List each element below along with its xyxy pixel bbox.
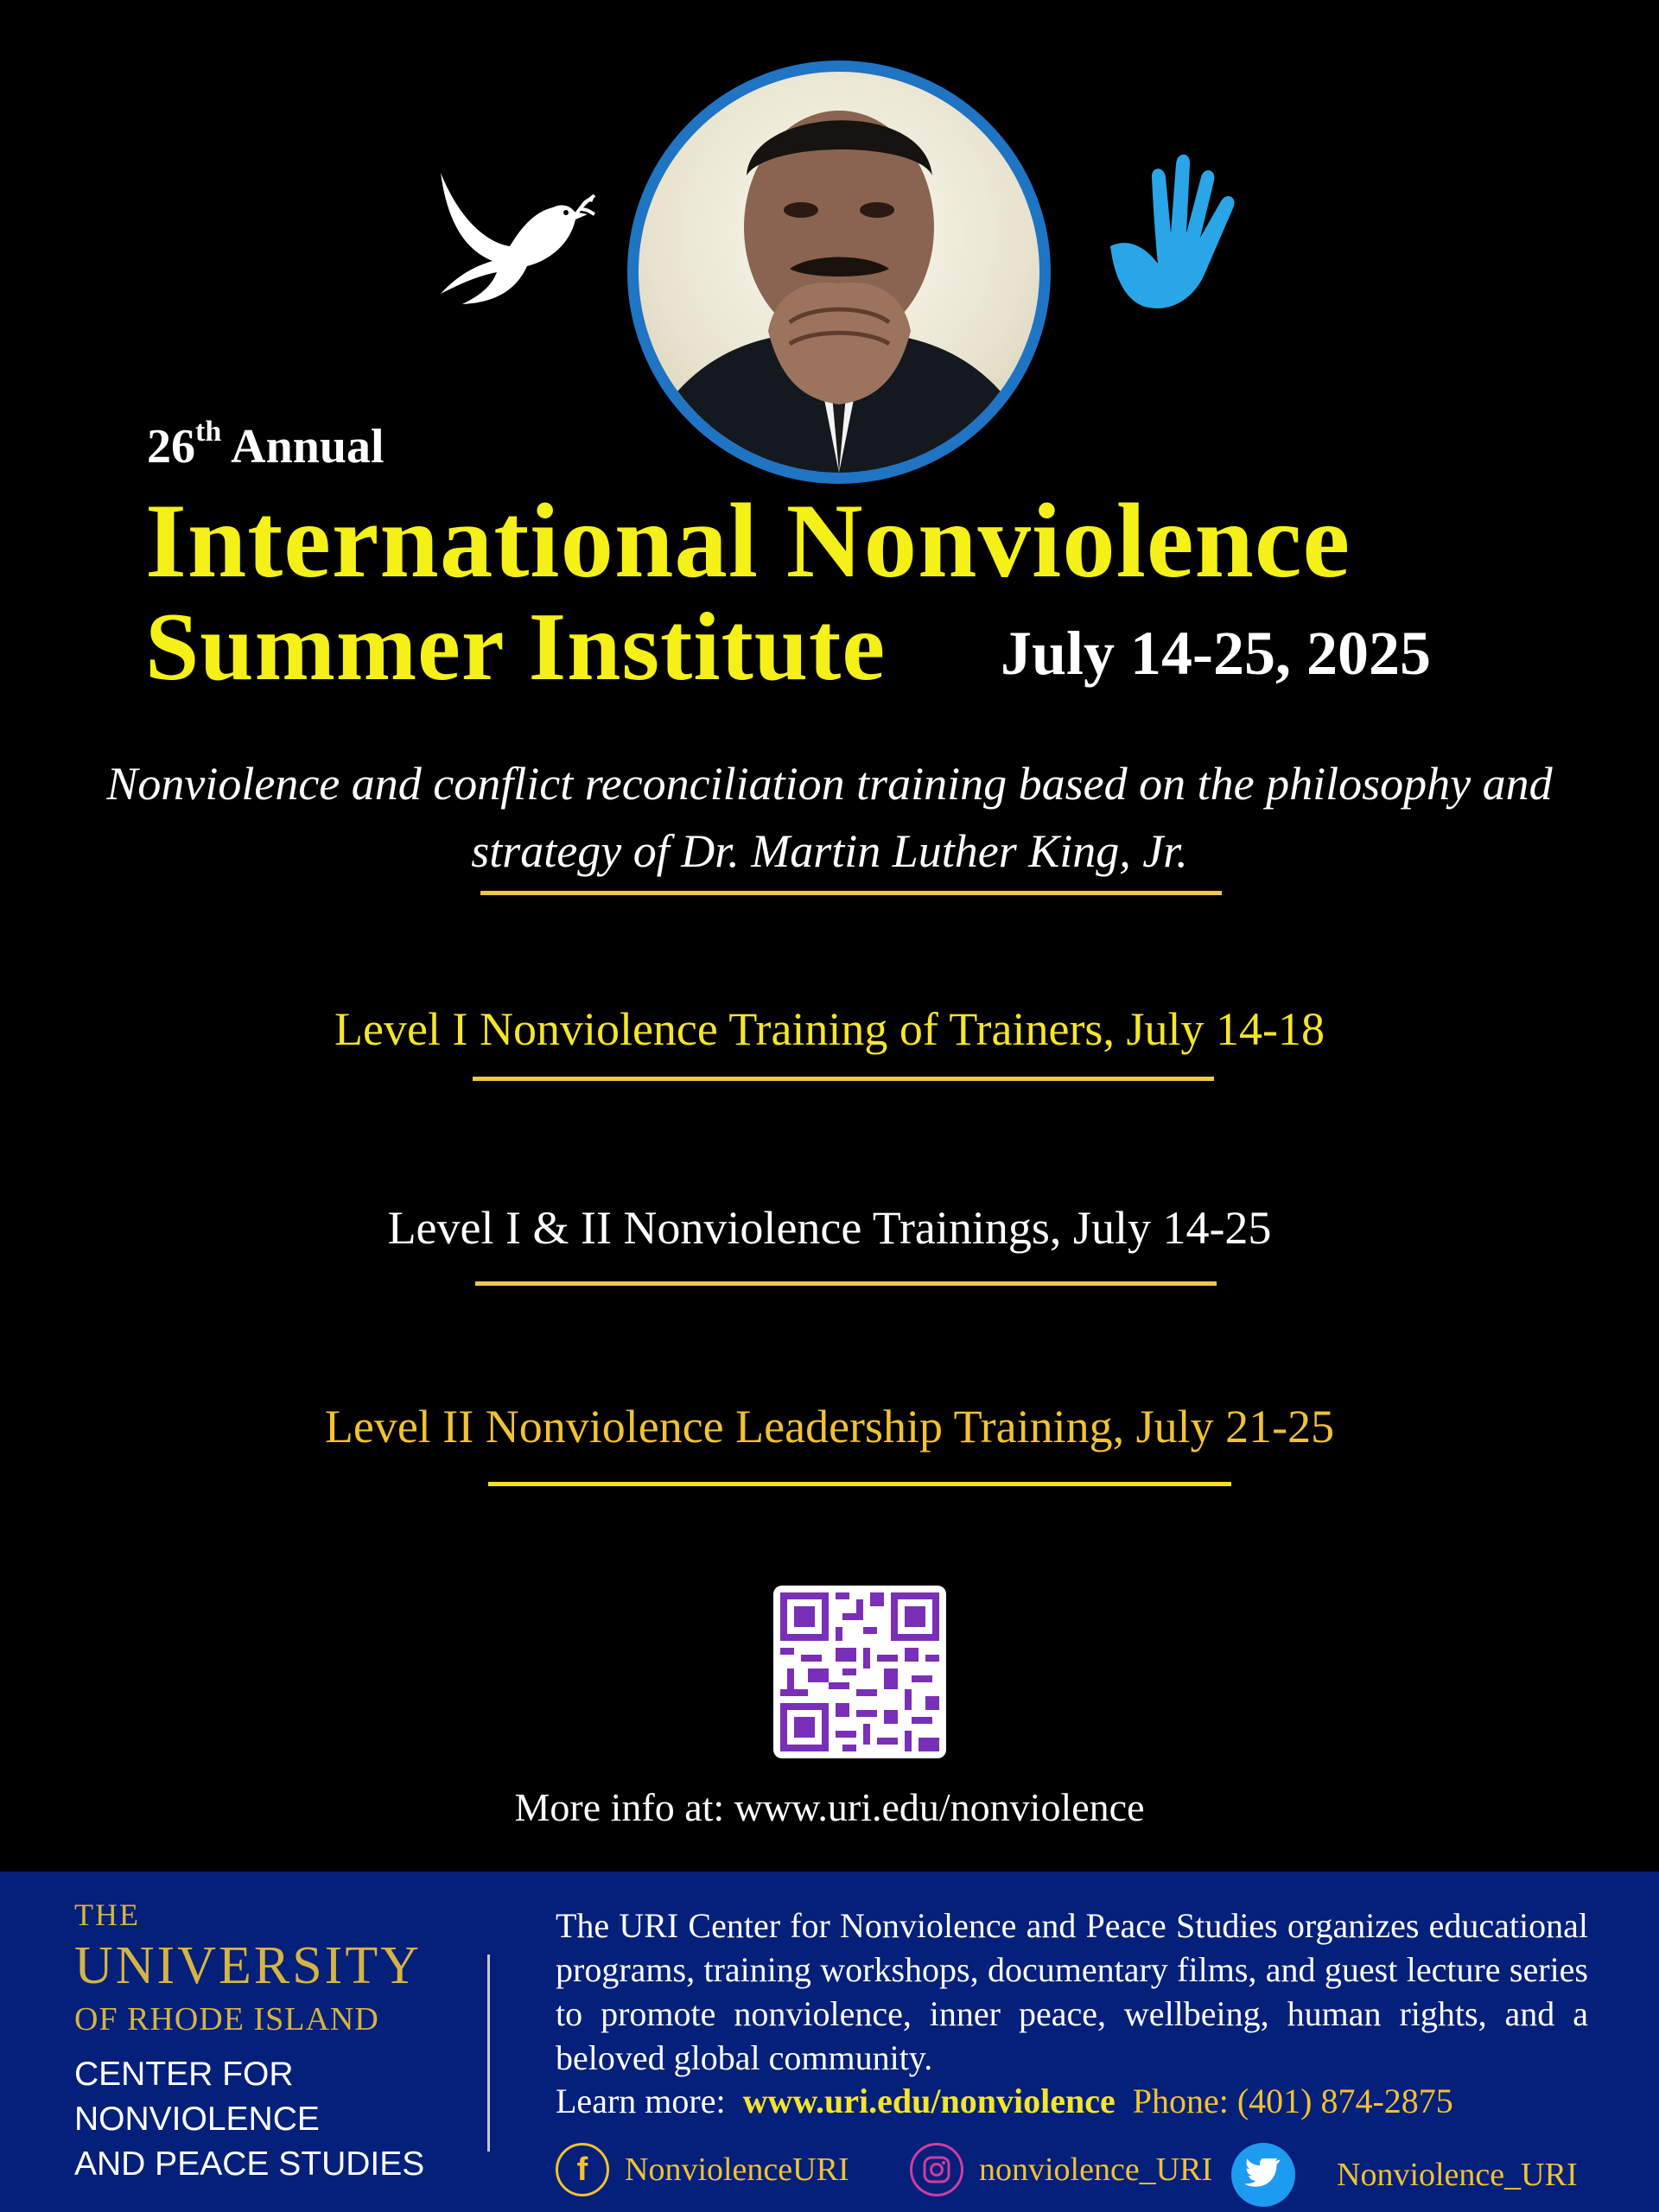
about-text: The URI Center for Nonviolence and Peace Studies organizes educational programs, training workshops, documentary films, and guest lecture series to promote nonviolence, inner peace, wellbeing, human rights, and a beloved global community.: [556, 1906, 1588, 2077]
twitter-link[interactable]: [1231, 2143, 1578, 2207]
divider-rule: [488, 1482, 1231, 1486]
event-dates: July 14-25, 2025: [1001, 619, 1432, 688]
logo-the: THE: [74, 1897, 140, 1932]
title-line-1: International Nonviolence: [145, 481, 1351, 600]
divider-rule: [475, 1281, 1217, 1286]
more-info-link[interactable]: More info at: www.uri.edu/nonviolence: [514, 1785, 1145, 1829]
instagram-icon: [910, 2143, 963, 2196]
edition-word: Annual: [231, 420, 385, 474]
qr-code[interactable]: [773, 1586, 946, 1758]
training-item: Level I Nonviolence Training of Trainers, July 14-18: [334, 1003, 1325, 1055]
logo-university: UNIVERSITY: [74, 1936, 422, 1995]
phone-number[interactable]: Phone: (401) 874-2875: [1132, 2082, 1453, 2120]
instagram-link[interactable]: [910, 2143, 1212, 2196]
tagline: Nonviolence and conflict reconciliation training based on the philosophy and strategy of Dr. Martin Luther King, Jr.: [106, 758, 1553, 877]
edition-label: [147, 416, 385, 474]
title-line-2: Summer Institute: [145, 594, 887, 701]
footer-divider: [487, 1955, 490, 2152]
facebook-link[interactable]: [556, 2143, 849, 2196]
learn-more-line: [556, 2081, 1453, 2121]
instagram-handle: nonviolence_URI: [979, 2152, 1213, 2188]
hand-icon: [1093, 151, 1253, 320]
edition-number: 26: [147, 420, 195, 474]
logo-rhode-island: OF RHODE ISLAND: [74, 2001, 379, 2037]
facebook-icon: f: [556, 2143, 609, 2196]
learn-more-label: Learn more:: [556, 2082, 726, 2120]
training-item: Level I & II Nonviolence Trainings, July 14-25: [387, 1202, 1272, 1254]
facebook-handle: NonviolenceURI: [625, 2152, 849, 2188]
twitter-handle: Nonviolence_URI: [1337, 2157, 1578, 2193]
divider-rule: [473, 1077, 1214, 1081]
twitter-icon: [1231, 2143, 1295, 2207]
dove-icon: [423, 164, 596, 311]
learn-more-url[interactable]: www.uri.edu/nonviolence: [742, 2082, 1116, 2120]
training-item: Level II Nonviolence Leadership Training, July 21-25: [324, 1401, 1335, 1452]
edition-suffix: th: [195, 416, 222, 448]
portrait-image: [627, 60, 1051, 484]
divider-rule: [480, 891, 1222, 895]
center-name: CENTER FOR NONVIOLENCE AND PEACE STUDIES: [74, 2056, 425, 2183]
